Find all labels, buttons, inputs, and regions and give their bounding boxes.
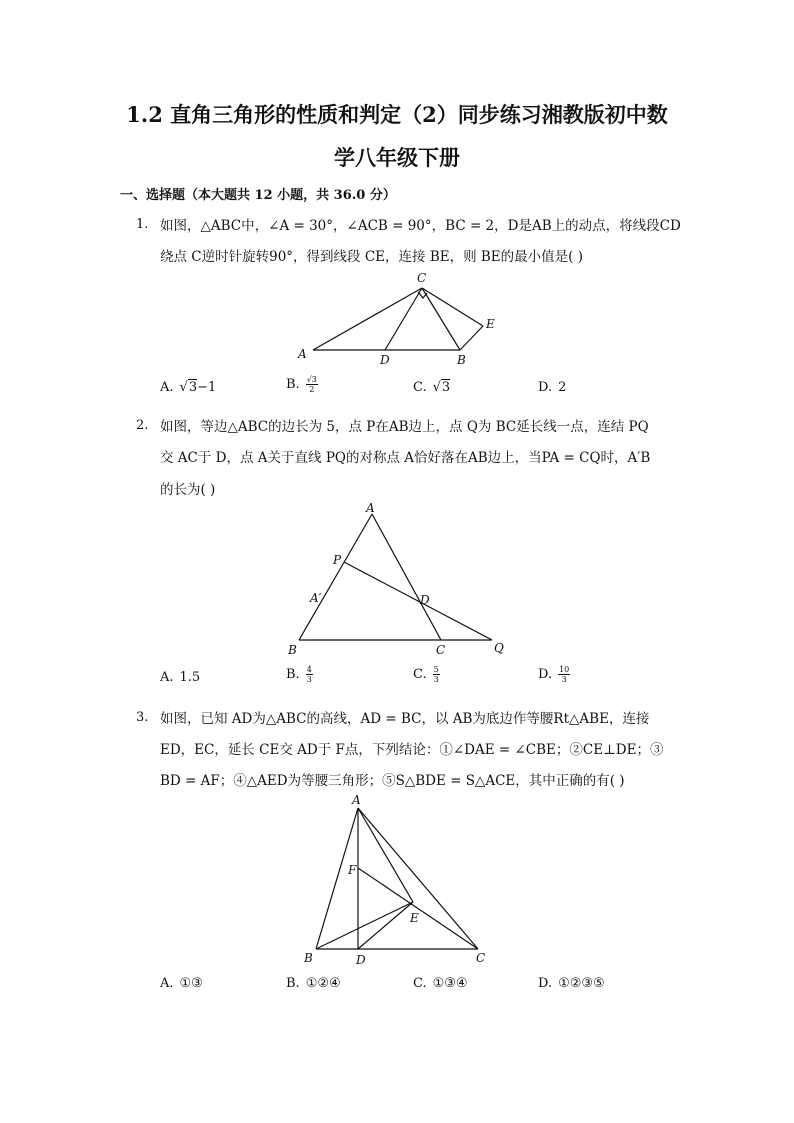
- option-value: 2: [558, 380, 567, 395]
- label-E: E: [486, 317, 495, 331]
- question-text-line: 如图，等边△ABC的边长为 5，点 P在AB边上，点 Q为 BC延长线一点，连结 PQ: [160, 419, 649, 435]
- q1-lines: [313, 288, 483, 350]
- question-text-line: 的长为( ): [160, 482, 216, 498]
- label-B: B: [288, 643, 297, 657]
- option-label: A.: [160, 976, 174, 991]
- option-value: ①③: [179, 976, 203, 991]
- label-A-prime: A′: [310, 591, 322, 605]
- question-number: 2.: [136, 418, 149, 433]
- option-label: C.: [413, 976, 427, 991]
- label-D: D: [380, 353, 390, 367]
- option-value: ①③④: [432, 976, 468, 991]
- label-E: E: [410, 911, 419, 925]
- question-text-line: 如图，△ABC中，∠A = 30°，∠ACB = 90°，BC = 2，D是AB上的动点，将线段CD: [160, 218, 681, 234]
- label-B: B: [304, 951, 313, 965]
- option-label: B.: [286, 667, 300, 682]
- label-B: B: [457, 353, 466, 367]
- section-heading: 一、选择题（本大题共 12 小题，共 36.0 分）: [120, 188, 396, 203]
- figure-q2-triangle: [280, 502, 520, 657]
- option-d[interactable]: [538, 380, 566, 395]
- option-value: √3: [432, 380, 451, 395]
- option-a[interactable]: [160, 670, 200, 685]
- label-A: A: [298, 347, 307, 361]
- option-d[interactable]: [538, 976, 605, 991]
- option-value: ①②③⑤: [558, 976, 605, 991]
- question-text-line: ED，EC，延长 CE交 AD于 F点，下列结论：①∠DAE = ∠CBE；②CE⊥DE；③: [160, 742, 664, 758]
- option-label: A.: [160, 670, 174, 685]
- question-text-line: 交 AC于 D，点 A关于直线 PQ的对称点 A恰好落在AB边上，当PA = CQ时，A′B: [160, 450, 651, 466]
- label-D: D: [420, 593, 430, 607]
- option-b[interactable]: [286, 375, 318, 394]
- option-label: B.: [286, 377, 300, 392]
- option-c[interactable]: [413, 976, 468, 991]
- figure-q1-triangle: [290, 268, 510, 368]
- label-C: C: [417, 271, 427, 285]
- question-number: 1.: [136, 217, 149, 232]
- label-Q: Q: [494, 641, 504, 655]
- option-label: A.: [160, 380, 174, 395]
- option-label: C.: [413, 380, 427, 395]
- option-c[interactable]: [413, 665, 440, 684]
- option-value: $\frac{4}{3}$: [306, 665, 312, 684]
- page-title-line1: 1.2 直角三角形的性质和判定（2）同步练习湘教版初中数: [126, 102, 668, 127]
- label-A: A: [352, 793, 361, 807]
- q2-lines: [299, 514, 492, 640]
- option-label: D.: [538, 976, 553, 991]
- option-a[interactable]: [160, 976, 203, 991]
- label-C: C: [436, 643, 446, 657]
- figure-q3-triangle: [298, 792, 498, 967]
- option-value: 1.5: [179, 670, 201, 685]
- option-c[interactable]: [413, 380, 450, 395]
- option-value: $\frac{10}{3}$: [559, 665, 570, 684]
- label-P: P: [333, 553, 342, 567]
- option-b[interactable]: [286, 665, 313, 684]
- option-d[interactable]: [538, 665, 570, 684]
- label-C: C: [476, 951, 486, 965]
- option-b[interactable]: [286, 976, 341, 991]
- option-value: $\frac{5}{3}$: [433, 665, 439, 684]
- question-text-line: 绕点 C逆时针旋转90°，得到线段 CE，连接 BE，则 BE的最小值是( ): [160, 249, 583, 265]
- option-value: $\frac{√3}{2}$: [306, 375, 317, 394]
- page-title-line2: 学八年级下册: [334, 145, 460, 170]
- question-text-line: 如图，已知 AD为△ABC的高线，AD = BC，以 AB为底边作等腰Rt△ABE，连接: [160, 711, 650, 727]
- option-value: ①②④: [305, 976, 341, 991]
- option-label: D.: [538, 380, 553, 395]
- question-number: 3.: [136, 710, 149, 725]
- option-label: D.: [538, 667, 553, 682]
- q3-lines: [316, 808, 478, 949]
- option-label: C.: [413, 667, 427, 682]
- question-text-line: BD = AF；④△AED为等腰三角形；⑤S△BDE = S△ACE，其中正确的有( ): [160, 773, 625, 789]
- option-label: B.: [286, 976, 300, 991]
- option-a[interactable]: [160, 380, 216, 395]
- label-D: D: [356, 953, 366, 967]
- label-F: F: [348, 863, 357, 877]
- label-A: A: [366, 502, 375, 515]
- option-value: √3−1: [179, 380, 217, 395]
